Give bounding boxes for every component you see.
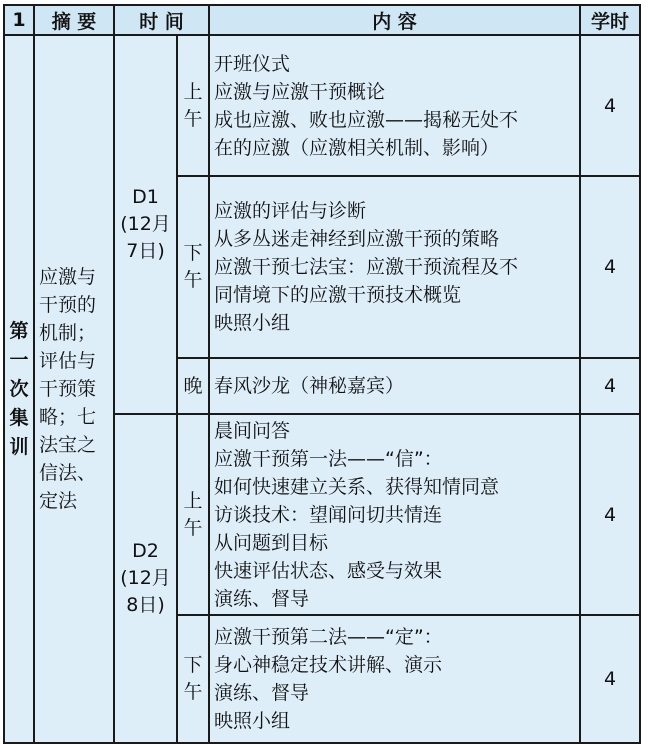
content-line: 同情境下的应激干预技术概览 xyxy=(214,284,462,306)
day1-date: (12月7日) xyxy=(120,213,171,262)
content-line: 身心神稳定技术讲解、演示 xyxy=(214,654,443,676)
period-cell xyxy=(177,414,209,615)
period-label: 晚 xyxy=(183,374,203,397)
hours-cell: 4 xyxy=(580,35,640,176)
table-row xyxy=(4,35,640,176)
period-label: 下午 xyxy=(183,242,203,291)
session-summary: 应激与干预的机制；评估与干预策略；七法宝之信法、定法 xyxy=(39,266,97,512)
hours-cell: 4 xyxy=(580,414,640,615)
content-line: 演练、督导 xyxy=(214,682,310,704)
period-label: 上午 xyxy=(183,489,203,539)
content-cell xyxy=(209,176,580,358)
period-cell xyxy=(177,358,209,414)
header-content: 内 容 xyxy=(209,5,580,35)
period-cell xyxy=(177,176,209,358)
day1-label: D1 xyxy=(132,186,159,208)
header-number: 1 xyxy=(4,5,34,35)
content-line: 映照小组 xyxy=(214,710,291,732)
content-line: 晨间问答 xyxy=(214,419,291,442)
hours-cell: 4 xyxy=(580,615,640,743)
session-label: 第一次集训 xyxy=(9,319,29,458)
session-label-cell xyxy=(4,35,34,743)
content-line: 如何快速建立关系、获得知情同意 xyxy=(214,475,500,498)
day2-cell xyxy=(114,414,177,743)
period-label: 下午 xyxy=(183,654,203,703)
content-line: 成也应激、败也应激——揭秘无处不 xyxy=(214,108,519,131)
content-line: 应激与应激干预概论 xyxy=(214,80,386,103)
content-cell xyxy=(209,358,580,414)
content-line: 从问题到目标 xyxy=(214,531,329,554)
hours-cell: 4 xyxy=(580,358,640,414)
content-cell xyxy=(209,414,580,615)
day1-cell xyxy=(114,35,177,414)
header-hours: 学时 xyxy=(580,5,640,35)
period-cell xyxy=(177,35,209,176)
content-line: 开班仪式 xyxy=(214,52,291,75)
content-line: 从多丛迷走神经到应激干预的策略 xyxy=(214,228,500,250)
day2-label: D2 xyxy=(132,540,159,562)
day2-date: (12月8日) xyxy=(120,567,171,616)
content-line: 应激干预第二法——“定”： xyxy=(214,626,443,648)
summary-cell xyxy=(34,35,114,743)
content-cell xyxy=(209,615,580,743)
period-label: 上午 xyxy=(183,80,203,130)
content-line: 访谈技术：望闻问切共情连 xyxy=(214,503,443,526)
content-line: 演练、督导 xyxy=(214,587,310,610)
header-summary: 摘 要 xyxy=(34,5,114,35)
content-cell xyxy=(209,35,580,176)
content-line: 在的应激（应激相关机制、影响） xyxy=(214,136,500,159)
hours-cell: 4 xyxy=(580,176,640,358)
header-time: 时 间 xyxy=(114,5,209,35)
content-line: 快速评估状态、感受与效果 xyxy=(214,559,443,582)
content-line: 应激的评估与诊断 xyxy=(214,200,367,222)
header-row xyxy=(4,5,640,35)
content-line: 应激干预七法宝：应激干预流程及不 xyxy=(214,256,519,278)
period-cell xyxy=(177,615,209,743)
content-line: 映照小组 xyxy=(214,312,291,334)
training-schedule-table xyxy=(3,4,641,744)
content-line: 春风沙龙（神秘嘉宾） xyxy=(214,375,405,397)
content-line: 应激干预第一法——“信”： xyxy=(214,447,443,470)
